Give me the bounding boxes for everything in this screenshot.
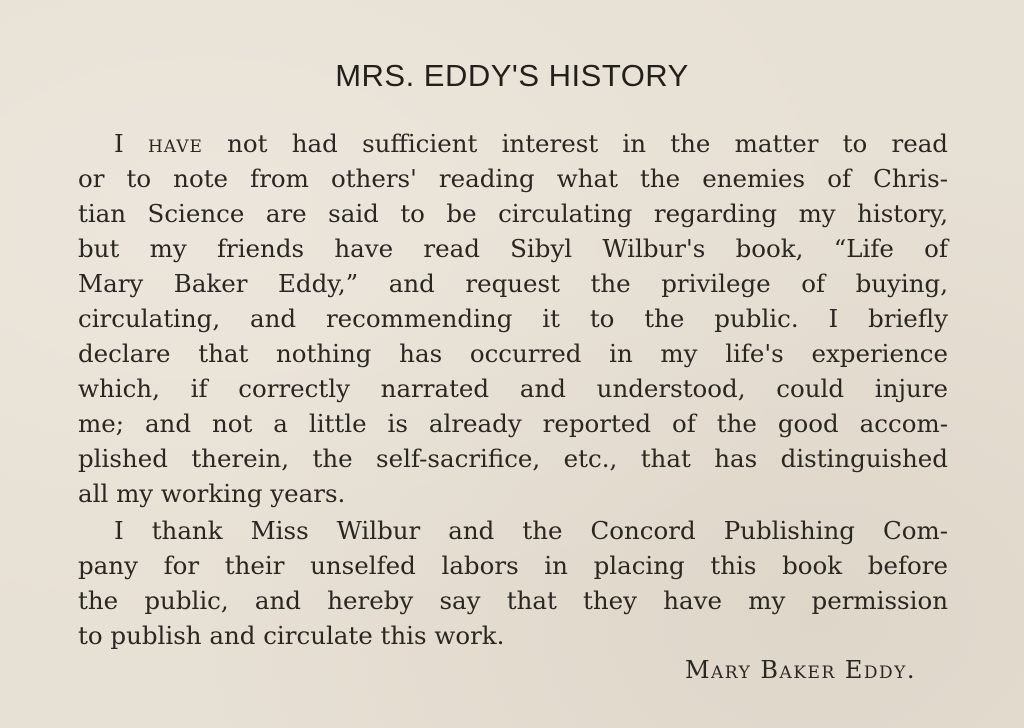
page-title: MRS. EDDY'S HISTORY <box>335 58 689 93</box>
paragraph-line: all my working years. <box>78 479 346 508</box>
paragraph-line: tian Science are said to be circulating regarding my history, <box>78 199 948 228</box>
paragraph-line: pany for their unselfed labors in placing this book before <box>78 551 948 580</box>
paragraph-line: the public, and hereby say that they have my permission <box>78 586 948 615</box>
paragraph-line: circulating, and recommending it to the public. I briefly <box>78 304 948 333</box>
paragraph-line: or to note from others' reading what the enemies of Chris- <box>78 164 948 193</box>
drop-word: I <box>114 129 124 158</box>
paragraph-line: Mary Baker Eddy,” and request the privilege of buying, <box>78 269 948 298</box>
paragraph-line: but my friends have read Sibyl Wilbur's book, “Life of <box>78 234 948 263</box>
paragraph-line: me; and not a little is already reported of the good accom- <box>78 409 948 438</box>
signature: Mary Baker Eddy. <box>684 656 916 684</box>
paragraph-line <box>78 127 948 161</box>
paragraph-line: which, if correctly narrated and understood, could injure <box>78 374 948 403</box>
paragraph-line: declare that nothing has occurred in my life's experience <box>78 339 948 368</box>
line-text: not had sufficient interest in the matter to read <box>227 129 948 158</box>
paragraph-line: plished therein, the self-sacrifice, etc., that has distinguished <box>78 444 948 473</box>
paragraph-line: I thank Miss Wilbur and the Concord Publishing Com- <box>114 516 948 545</box>
paragraph-line: to publish and circulate this work. <box>78 621 505 650</box>
small-caps-word: have <box>147 129 203 158</box>
